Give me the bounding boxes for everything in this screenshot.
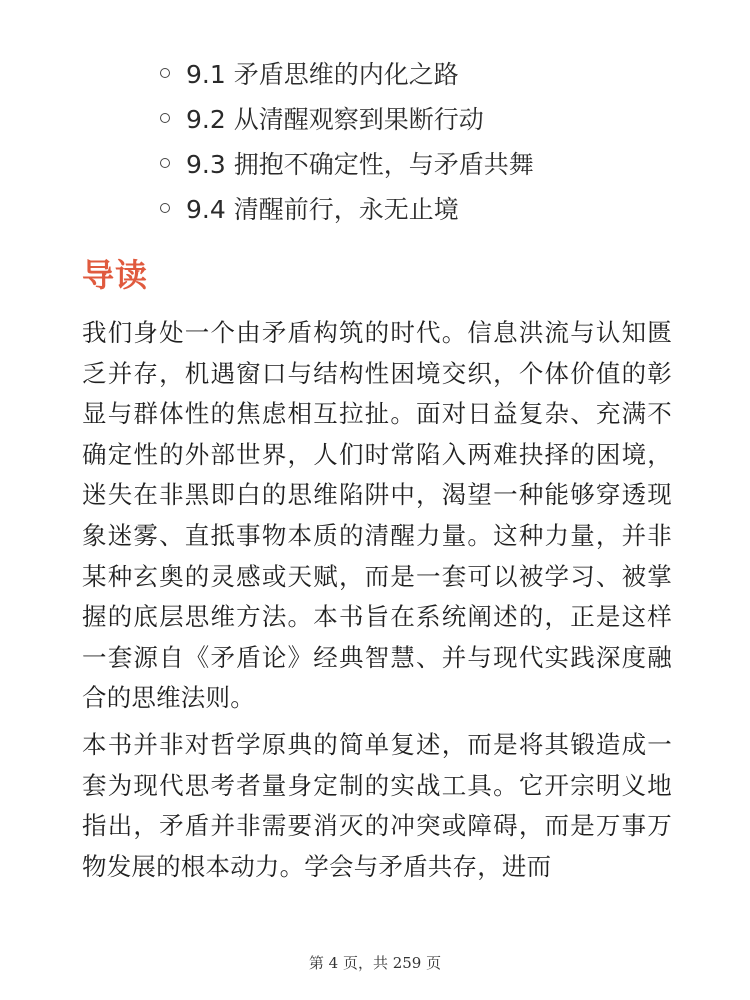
page-number-footer: 第 4 页，共 259 页: [308, 954, 442, 972]
section-heading: 导读: [82, 256, 149, 294]
body-paragraph: 我们身处一个由矛盾构筑的时代。信息洪流与认知匮乏并存，机遇窗口与结构性困境交织，个体价值的彰显与群体性的焦虑相互拉扯。面对日益复杂、充满不确定性的外部世界，人们时常陷入两难抉择的困境，迷失在非黑即白的思维陷阱中，渴望一种能够穿透现象迷雾、直抵事物本质的清醒力量。这种力量，并非某种玄奥的灵感或天赋，而是一套可以被学习、被掌握的底层思维方法。本书旨在系统阐述的，正是这样一套源自《矛盾论》经典智慧、并与现代实践深度融合的思维法则。: [82, 318, 672, 713]
section-body: [82, 313, 672, 893]
toc-item[interactable]: [160, 50, 534, 95]
body-paragraph: 本书并非对哲学原典的简单复述，而是将其锻造成一套为现代思考者量身定制的实战工具。它开宗明义地指出，矛盾并非需要消灭的冲突或障碍，而是万事万物发展的根本动力。学会与矛盾共存，进而: [82, 729, 672, 881]
toc-item[interactable]: [160, 185, 534, 230]
toc-item-label: 9.4 清醒前行，永无止境: [186, 194, 459, 224]
toc-item-label: 9.1 矛盾思维的内化之路: [186, 59, 459, 89]
circle-bullet-icon: [160, 203, 170, 213]
toc-item[interactable]: [160, 95, 534, 140]
circle-bullet-icon: [160, 158, 170, 168]
toc-item[interactable]: [160, 140, 534, 185]
circle-bullet-icon: [160, 113, 170, 123]
circle-bullet-icon: [160, 68, 170, 78]
table-of-contents: [160, 50, 534, 230]
toc-item-label: 9.3 拥抱不确定性，与矛盾共舞: [186, 149, 534, 179]
toc-item-label: 9.2 从清醒观察到果断行动: [186, 104, 484, 134]
